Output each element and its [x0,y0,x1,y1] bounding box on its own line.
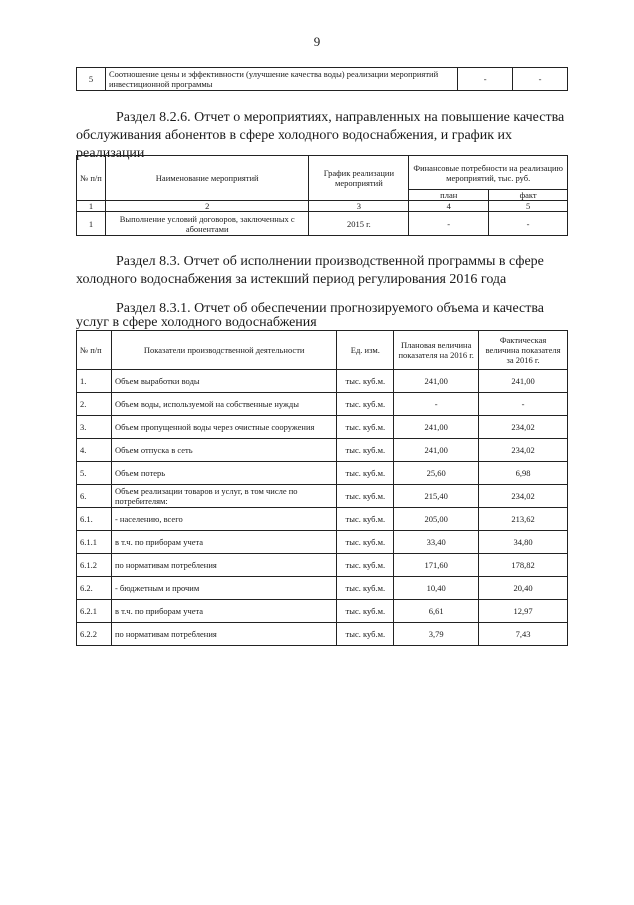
investment-program-table [76,67,568,91]
fact-cell: 234,02 [479,439,568,462]
row-number: 4. [77,439,112,462]
page-number: 9 [313,34,321,49]
indicator-name: Соотношение цены и эффективности (улучшение качества воды) реализации мероприятий инвестиционной программы [105,68,457,91]
row-number: 6.1. [77,508,112,531]
plan-cell: 241,00 [394,439,479,462]
unit-cell: тыс. куб.м. [337,508,394,531]
fact-cell: 7,43 [479,623,568,646]
header-num: № п/п [77,156,106,201]
unit-cell: тыс. куб.м. [337,531,394,554]
table-row [77,439,568,462]
col-number: 4 [409,201,489,212]
col-number: 1 [77,201,106,212]
table-row [77,68,568,91]
row-number: 6.2.1 [77,600,112,623]
header-name: Наименование мероприятий [105,156,309,201]
table-row [77,462,568,485]
header-plan: Плановая величина показателя на 2016 г. [394,331,479,370]
fact-cell: 34,80 [479,531,568,554]
unit-cell: тыс. куб.м. [337,393,394,416]
plan-cell: 171,60 [394,554,479,577]
value-cell: - [458,68,513,91]
table-row [77,416,568,439]
plan-cell: 241,00 [394,370,479,393]
fact-cell: 20,40 [479,577,568,600]
unit-cell: тыс. куб.м. [337,370,394,393]
fact-cell: - [479,393,568,416]
plan-cell: - [409,212,489,236]
plan-cell: 10,40 [394,577,479,600]
col-number: 2 [105,201,309,212]
production-indicators-table [76,330,568,646]
row-number: 1 [77,212,106,236]
schedule-cell: 2015 г. [309,212,409,236]
value-cell: - [513,68,568,91]
unit-cell: тыс. куб.м. [337,439,394,462]
row-number: 3. [77,416,112,439]
column-number-row [77,201,568,212]
table-row [77,370,568,393]
section-8-3-heading: Раздел 8.3. Отчет об исполнении производственной программы в сфере холодного водоснабжения за истекший период регулирования 2016 года [76,254,544,287]
row-number: 6. [77,485,112,508]
plan-cell: 205,00 [394,508,479,531]
indicator-name: в т.ч. по приборам учета [111,531,336,554]
plan-cell: - [394,393,479,416]
header-num: № п/п [77,331,112,370]
header-fact: факт [489,190,568,201]
table-row [77,393,568,416]
unit-cell: тыс. куб.м. [337,600,394,623]
row-number: 2. [77,393,112,416]
table-row [77,577,568,600]
table-row [77,623,568,646]
indicator-name: - бюджетным и прочим [111,577,336,600]
col-number: 3 [309,201,409,212]
row-number: 6.1.1 [77,531,112,554]
indicator-name: Объем воды, используемой на собственные нужды [111,393,336,416]
indicator-name: в т.ч. по приборам учета [111,600,336,623]
unit-cell: тыс. куб.м. [337,577,394,600]
row-number: 6.1.2 [77,554,112,577]
fact-cell: 6,98 [479,462,568,485]
table-row [77,212,568,236]
header-unit: Ед. изм. [337,331,394,370]
plan-cell: 215,40 [394,485,479,508]
fact-cell: 12,97 [479,600,568,623]
row-number: 6.2. [77,577,112,600]
table-row [77,531,568,554]
header-finance: Финансовые потребности на реализацию мероприятий, тыс. руб. [409,156,568,190]
plan-cell: 241,00 [394,416,479,439]
header-fact: Фактическая величина показателя за 2016 г. [479,331,568,370]
indicator-name: Объем пропущенной воды через очистные сооружения [111,416,336,439]
table-row [77,508,568,531]
plan-cell: 25,60 [394,462,479,485]
table-row [77,554,568,577]
unit-cell: тыс. куб.м. [337,485,394,508]
fact-cell: 178,82 [479,554,568,577]
unit-cell: тыс. куб.м. [337,623,394,646]
indicator-name: Объем реализации товаров и услуг, в том числе по потребителям: [111,485,336,508]
fact-cell: - [489,212,568,236]
fact-cell: 234,02 [479,485,568,508]
table-row [77,600,568,623]
measure-name: Выполнение условий договоров, заключенных с абонентами [105,212,309,236]
fact-cell: 241,00 [479,370,568,393]
plan-cell: 3,79 [394,623,479,646]
measures-table [76,155,568,236]
fact-cell: 213,62 [479,508,568,531]
table-header-row [77,156,568,190]
row-number: 1. [77,370,112,393]
plan-cell: 33,40 [394,531,479,554]
section-8-3-1-heading: Раздел 8.3.1. Отчет об обеспечении прогнозируемого объема и качества услуг в сфере холодного водоснабжения [76,301,544,330]
row-number: 5. [77,462,112,485]
unit-cell: тыс. куб.м. [337,462,394,485]
table-header-row [77,331,568,370]
header-indicator: Показатели производственной деятельности [111,331,336,370]
row-number: 6.2.2 [77,623,112,646]
plan-cell: 6,61 [394,600,479,623]
indicator-name: - населению, всего [111,508,336,531]
row-number: 5 [77,68,106,91]
unit-cell: тыс. куб.м. [337,554,394,577]
table-row [77,485,568,508]
header-schedule: График реализации мероприятий [309,156,409,201]
indicator-name: Объем потерь [111,462,336,485]
fact-cell: 234,02 [479,416,568,439]
table-body [77,370,568,646]
indicator-name: Объем отпуска в сеть [111,439,336,462]
indicator-name: Объем выработки воды [111,370,336,393]
section-8-2-6-heading: Раздел 8.2.6. Отчет о мероприятиях, направленных на повышение качества обслуживания абонентов в сфере холодного водоснабжения, и график их реализации [76,110,565,161]
indicator-name: по нормативам потребления [111,554,336,577]
unit-cell: тыс. куб.м. [337,416,394,439]
col-number: 5 [489,201,568,212]
header-plan: план [409,190,489,201]
indicator-name: по нормативам потребления [111,623,336,646]
